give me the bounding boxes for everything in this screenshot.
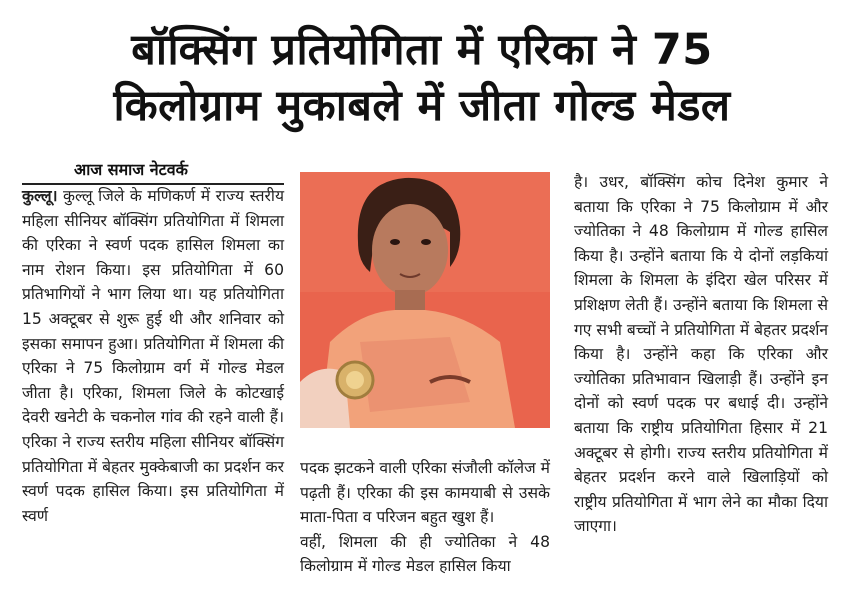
column-1-text: कुल्लू जिले के मणिकर्ण में राज्य स्तरीय महिला सीनियर बॉक्सिंग प्रतियोगिता में शिमला की एरिका ने स्वर्ण पदक हासिल शिमला का नाम रोशन किया। इस प्रतियोगिता में 60 प्रतिभागियों ने भाग लिया था। यह प्रतियोगिता 15 अक्टूबर से शुरू हुई थी और शनिवार को इसका समापन हुआ। प्रतियोगिता में शिमला की एरिका ने 75 किलोग्राम वर्ग में गोल्ड मेडल जीता है। एरिका, शिमला जिले के कोटखाई देवरी खनेटी के चकनोल गांव की रहने वाली हैं। एरिका ने राज्य स्तरीय महिला सीनियर बॉक्सिंग प्रतियोगिता में बेहतर मुक्केबाजी का प्रदर्शन कर स्वर्ण पदक हासिल किया। इस प्रतियोगिता में स्वर्ण bbox=[22, 187, 284, 525]
column-2-paragraph-1: पदक झटकने वाली एरिका संजौली कॉलेज में पढ़ती हैं। एरिका की इस कामयाबी से उसके माता-पिता व परिजन बहुत खुश हैं। bbox=[300, 459, 550, 527]
column-1-paragraph bbox=[22, 184, 284, 528]
headline-line-2: किलोग्राम मुकाबले में जीता गोल्ड मेडल bbox=[113, 81, 731, 131]
article-column-3 bbox=[574, 170, 828, 539]
column-3-text: है। उधर, बॉक्सिंग कोच दिनेश कुमार ने बताया कि एरिका ने 75 किलोग्राम में और ज्योतिका ने 48 किलोग्राम में गोल्ड हासिल किया है। उन्होंने बताया कि ये दोनों लड़कियां शिमला के शिमला के इंदिरा खेल परिसर में प्रशिक्षण लेती हैं। उन्होंने बताया कि शिमला से गए सभी बच्चों ने प्रतियोगिता में बेहतर प्रदर्शन किया है। उन्होंने कहा कि एरिका और ज्योतिका प्रतिभावान खिलाड़ी हैं। उन्होंने इन दोनों को स्वर्ण पदक पर बधाई दी। उन्होंने बताया कि राष्ट्रीय प्रतियोगिता हिसार में 21 अक्टूबर से होगी। राज्य स्तरीय प्रतियोगिता में बेहतर प्रदर्शन करने वाले खिलाड़ियों को राष्ट्रीय प्रतियोगिता में भाग लेने का मौका दिया जाएगा। bbox=[574, 173, 828, 536]
article-column-1 bbox=[22, 184, 284, 528]
byline: आज समाज नेटवर्क bbox=[74, 160, 188, 179]
athlete-photo bbox=[300, 172, 550, 428]
dateline: कुल्लू। bbox=[22, 187, 58, 205]
article-column-2 bbox=[300, 456, 550, 579]
athlete-with-medal-photo-icon bbox=[300, 172, 550, 428]
headline bbox=[0, 22, 844, 134]
headline-line-1: बॉक्सिंग प्रतियोगिता में एरिका ने 75 bbox=[131, 25, 713, 75]
column-2-paragraph-2: वहीं, शिमला की ही ज्योतिका ने 48 किलोग्राम में गोल्ड मेडल हासिल किया bbox=[300, 532, 550, 576]
